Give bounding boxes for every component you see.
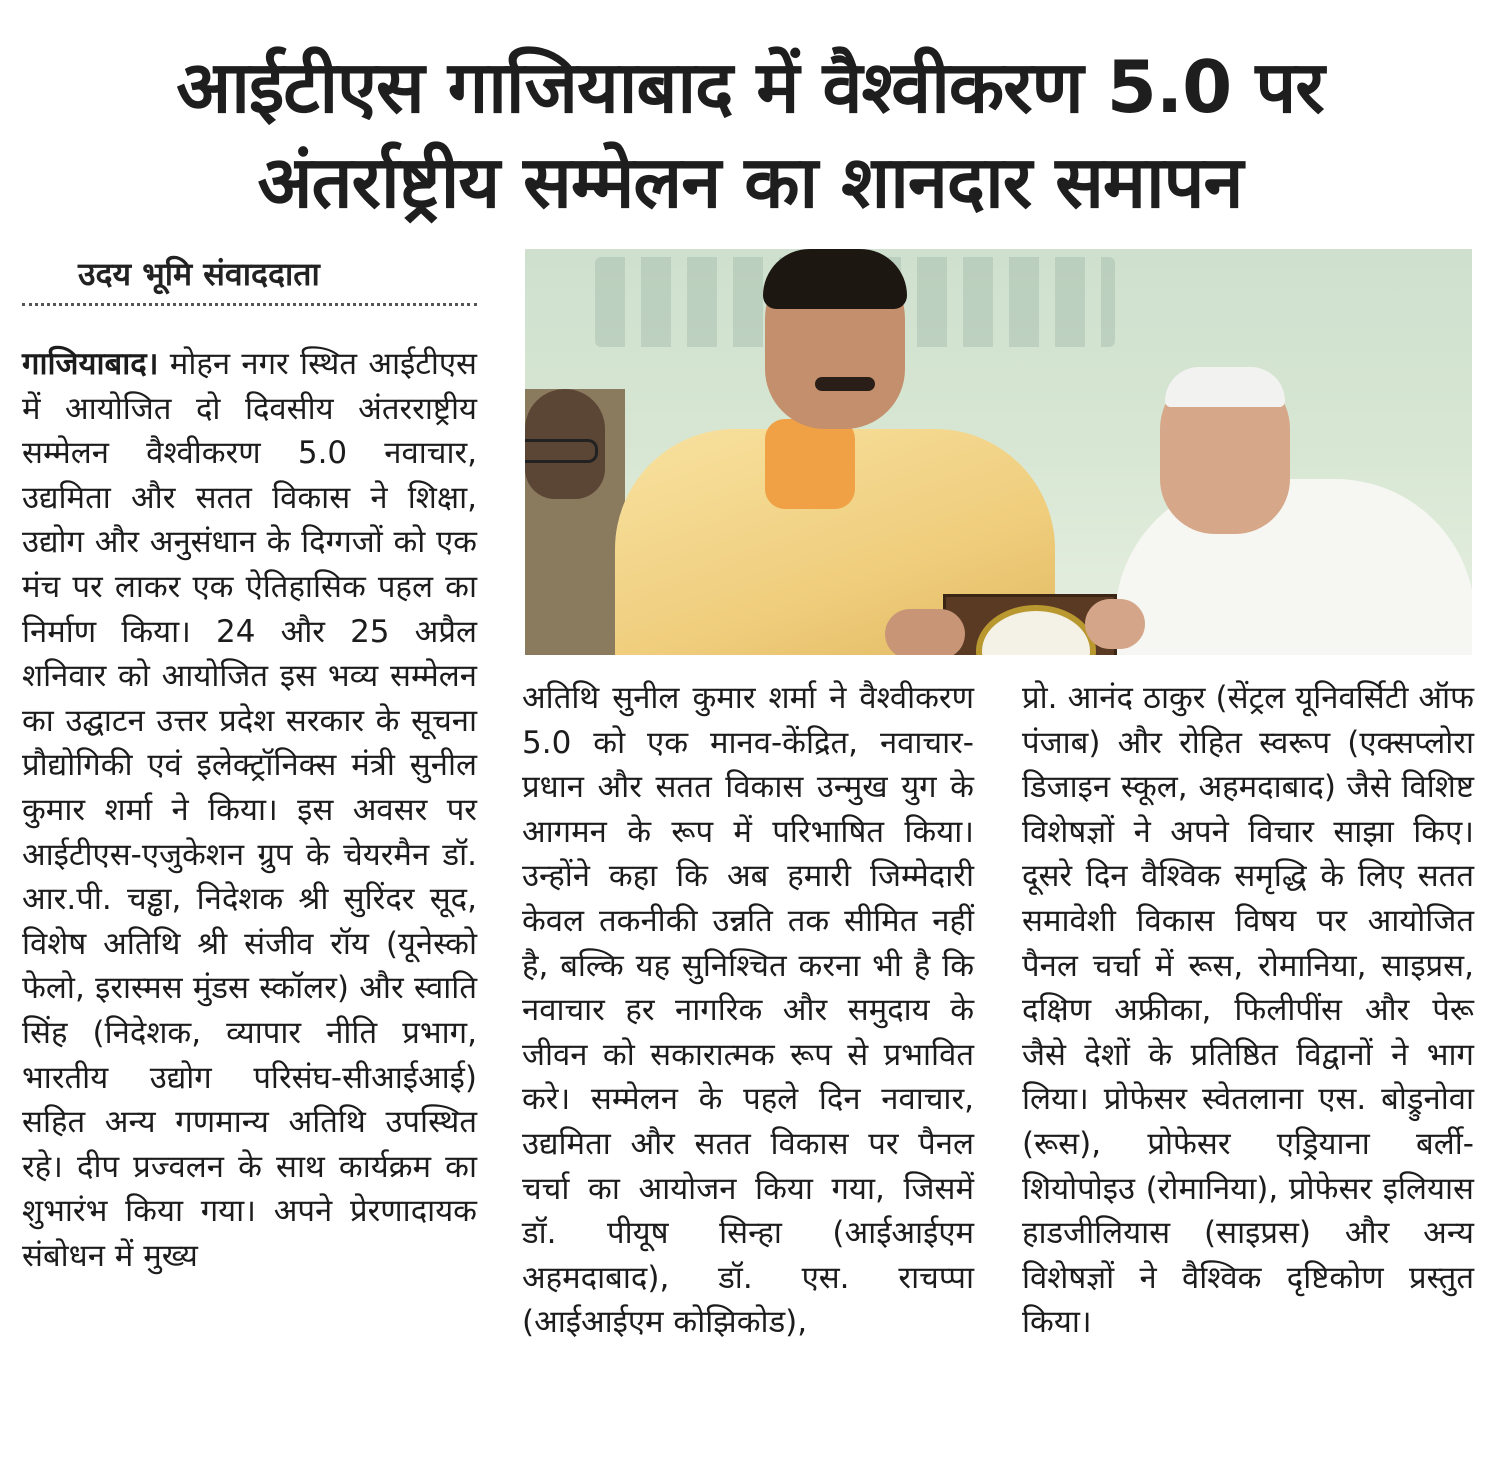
headline (20, 40, 1480, 230)
headline-line-2: अंतर्राष्ट्रीय सम्मेलन का शानदार समापन (257, 140, 1243, 224)
article-column-2 (522, 676, 974, 1345)
person-right-hair (1165, 367, 1285, 407)
person-center-hair (763, 249, 907, 309)
hand-left (885, 609, 965, 655)
byline: उदय भूमि संवाददाता (78, 255, 320, 293)
glasses-icon (525, 439, 598, 463)
headline-line-1: आईटीएस गाजियाबाद में वैश्वीकरण 5.0 पर (176, 45, 1324, 129)
article-column-3 (1022, 676, 1474, 1345)
dateline: गाजियाबाद। (22, 346, 159, 382)
column-1-text: मोहन नगर स्थित आईटीएस में आयोजित दो दिवसीय अंतरराष्ट्रीय सम्मेलन वैश्वीकरण 5.0 नवाचार, उद्यमिता और सतत विकास ने शिक्षा, उद्योग और अनुसंधान के दिग्गजों को एक मंच पर लाकर एक ऐतिहासिक पहल का निर्माण किया। 24 और 25 अप्रैल शनिवार को आयोजित इस भव्य सम्मेलन का उद्घाटन उत्तर प्रदेश सरकार के सूचना प्रौद्योगिकी एवं इलेक्ट्रॉनिक्स मंत्री सुनील कुमार शर्मा ने किया। इस अवसर पर आईटीएस-एजुकेशन ग्रुप के चेयरमैन डॉ. आर.पी. चड्ढा, निदेशक श्री सुरिंदर सूद, विशेष अतिथि श्री संजीव रॉय (यूनेस्को फेलो, इरास्मस मुंडस स्कॉलर) और स्वाति सिंह (निदेशक, व्यापार नीति प्रभाग, भारतीय उद्योग परिसंघ-सीआईआई) सहित अन्य गणमान्य अतिथि उपस्थित रहे। दीप प्रज्वलन के साथ कार्यक्रम का शुभारंभ किया गया। अपने प्रेरणादायक संबोधन में मुख्य (22, 346, 477, 1274)
column-2-text: अतिथि सुनील कुमार शर्मा ने वैश्वीकरण 5.0 को एक मानव-केंद्रित, नवाचार-प्रधान और सतत विकास उन्मुख युग के आगमन के रूप में परिभाषित किया। उन्होंने कहा कि अब हमारी जिम्मेदारी केवल तकनीकी उन्नति तक सीमित नहीं है, बल्कि यह सुनिश्चित करना भी है कि नवाचार हर नागरिक और समुदाय के जीवन को सकारात्मक रूप से प्रभावित करे। सम्मेलन के पहले दिन नवाचार, उद्यमिता और सतत विकास पर पैनल चर्चा का आयोजन किया गया, जिसमें डॉ. पीयूष सिन्हा (आईआईएम अहमदाबाद), डॉ. एस. राचप्पा (आईआईएम कोझिकोड), (522, 680, 974, 1341)
column-3-text: प्रो. आनंद ठाकुर (सेंट्रल यूनिवर्सिटी ऑफ पंजाब) और रोहित स्वरूप (एक्सप्लोरा डिजाइन स्कूल, अहमदाबाद) जैसे विशिष्ट विशेषज्ञों ने अपने विचार साझा किए। दूसरे दिन वैश्विक समृद्धि के लिए सतत समावेशी विकास विषय पर आयोजित पैनल चर्चा में रूस, रोमानिया, साइप्रस, दक्षिण अफ्रीका, फिलीपींस और पेरू जैसे देशों के प्रतिष्ठित विद्वानों ने भाग लिया। प्रोफेसर स्वेतलाना एस. बोड्रुनोवा (रूस), प्रोफेसर एड्रियाना बर्ली-शियोपोइउ (रोमानिया), प्रोफेसर इलियास हाडजीलियास (साइप्रस) और अन्य विशेषज्ञों ने वैश्विक दृष्टिकोण प्रस्तुत किया। (1022, 680, 1474, 1341)
person-center-mustache (815, 377, 875, 391)
article-column-1 (22, 342, 477, 1278)
byline-divider (22, 303, 477, 306)
event-photo (525, 249, 1472, 655)
hand-right (1085, 599, 1145, 649)
award-disc-icon (976, 605, 1096, 655)
person-center-collar (765, 419, 855, 509)
